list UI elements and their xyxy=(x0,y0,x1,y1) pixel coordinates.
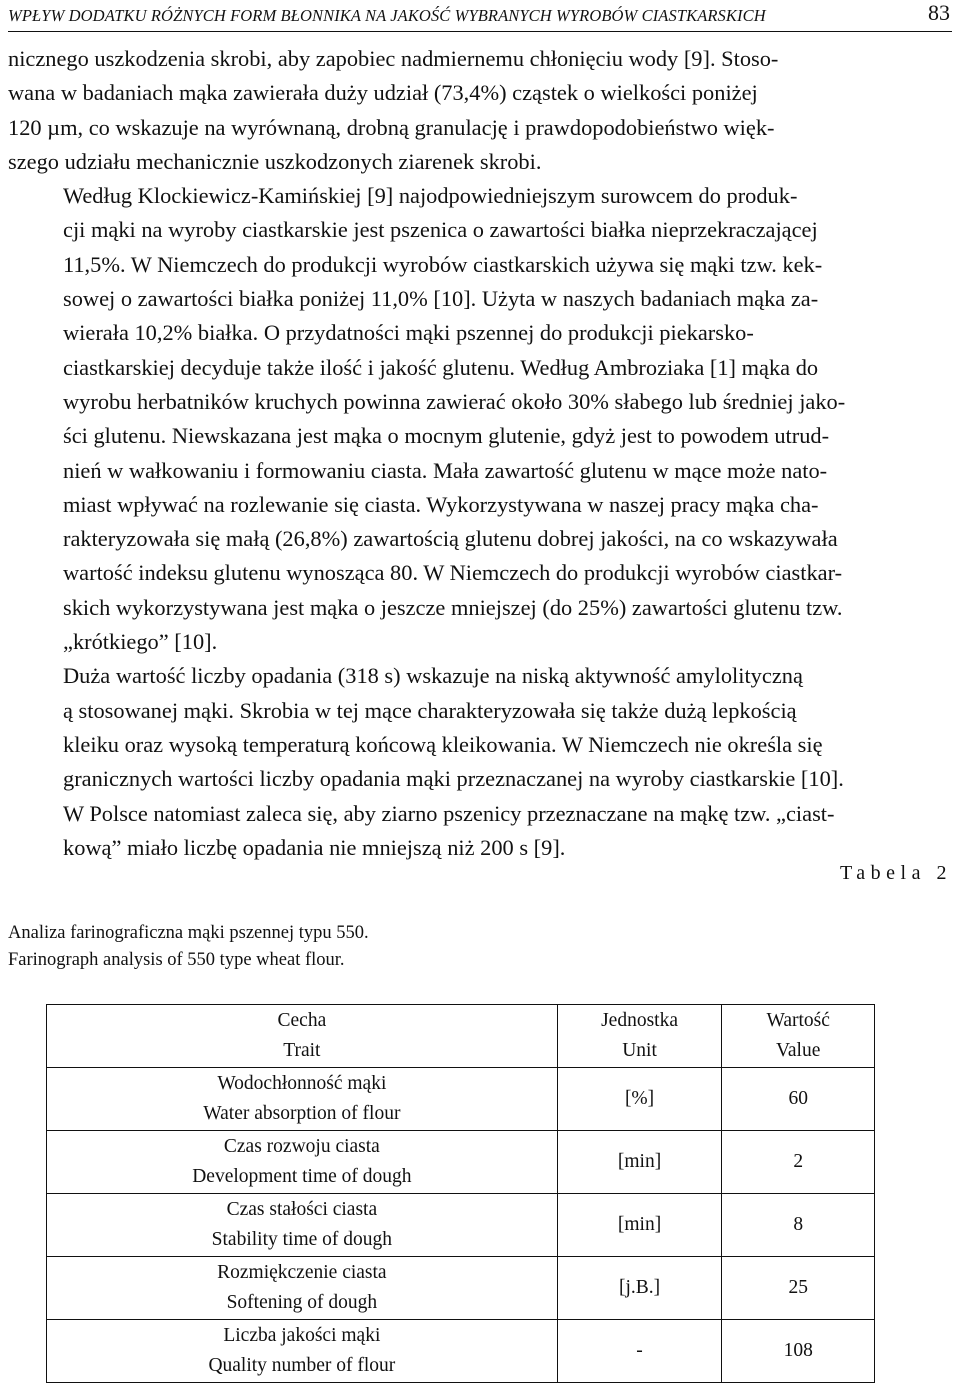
table-header-row xyxy=(47,1005,875,1068)
header-value-en: Value xyxy=(775,1040,821,1061)
text-line: nicznego uszkodzenia skrobi, aby zapobiec nadmiernemu chłonięciu wody [9]. Stoso- xyxy=(8,46,779,71)
value-cell: 60 xyxy=(722,1068,875,1131)
body-text xyxy=(8,42,952,865)
table-row xyxy=(47,1131,875,1194)
trait-cell xyxy=(47,1068,558,1131)
trait-en: Water absorption of flour xyxy=(203,1103,401,1124)
value-cell: 25 xyxy=(722,1257,875,1320)
header-value-pl: Wartość xyxy=(766,1010,830,1031)
text-line: wyrobu herbatników kruchych powinna zawierać około 30% słabego lub średniej jako- xyxy=(63,388,846,414)
unit-cell: [%] xyxy=(557,1068,722,1131)
header-rule xyxy=(8,31,952,32)
farinograph-table xyxy=(46,1004,875,1383)
text-line: 11,5%. W Niemczech do produkcji wyrobów ciastkarskich używa się mąki tzw. kek- xyxy=(63,251,823,277)
text-line: sowej o zawartości białka poniżej 11,0% [10]. Użyta w naszych badaniach mąka za- xyxy=(63,286,819,312)
trait-en: Quality number of flour xyxy=(208,1355,396,1376)
text-line: Według Klockiewicz-Kamińskiej [9] najodpowiedniejszym surowcem do produk- xyxy=(63,183,798,209)
text-line: W Polsce natomiast zaleca się, aby ziarno pszenicy przeznaczane na mąkę tzw. „ciast- xyxy=(63,800,835,826)
trait-cell xyxy=(47,1320,558,1383)
text-line: rakteryzowała się małą (26,8%) zawartością glutenu dobrej jakości, na co wskazywała xyxy=(63,526,838,552)
paragraph-gluten xyxy=(8,179,952,659)
trait-pl: Czas rozwoju ciasta xyxy=(223,1136,380,1157)
value-cell: 108 xyxy=(722,1320,875,1383)
table-label: Tabela 2 xyxy=(839,862,952,884)
text-line: wartość indeksu glutenu wynosząca 80. W Niemczech do produkcji wyrobów ciastkar- xyxy=(63,560,843,586)
paragraph-starch xyxy=(8,42,952,179)
header-trait-en: Trait xyxy=(283,1040,321,1061)
running-header xyxy=(8,0,952,32)
trait-en: Development time of dough xyxy=(192,1166,412,1187)
text-line: Duża wartość liczby opadania (318 s) wskazuje na niską aktywność amylolityczną xyxy=(63,663,803,689)
text-line: wana w badaniach mąka zawierała duży udział (73,4%) cząstek o wielkości poniżej xyxy=(8,80,758,106)
text-line: cji mąki na wyroby ciastkarskie jest pszenica o zawartości białka nieprzekraczającej xyxy=(63,217,818,243)
text-line: 120 µm, co wskazuje na wyrównaną, drobną granulację i prawdopodobieństwo więk- xyxy=(8,114,775,140)
text-line: nień w wałkowaniu i formowaniu ciasta. Mała zawartość glutenu w mące może nato- xyxy=(63,457,828,483)
unit-cell: - xyxy=(557,1320,722,1383)
table-row xyxy=(47,1194,875,1257)
header-trait xyxy=(47,1005,558,1068)
header-unit-pl: Jednostka xyxy=(601,1010,678,1031)
page-number: 83 xyxy=(928,0,950,25)
text-line: miast wpływać na rozlewanie się ciasta. Wykorzystywana w naszej pracy mąka cha- xyxy=(63,491,819,517)
unit-cell: [j.B.] xyxy=(557,1257,722,1320)
trait-en: Softening of dough xyxy=(226,1292,378,1313)
text-line: ści glutenu. Niewskazana jest mąka o mocnym glutenie, gdyż jest to powodem utrud- xyxy=(63,423,830,449)
text-line: szego udziału mechanicznie uszkodzonych ziarenek skrobi. xyxy=(8,148,542,174)
text-line: „krótkiego” [10]. xyxy=(63,629,218,655)
value-cell: 8 xyxy=(722,1194,875,1257)
trait-pl: Liczba jakości mąki xyxy=(223,1325,381,1346)
trait-pl: Czas stałości ciasta xyxy=(226,1199,378,1220)
text-line: kową” miało liczbę opadania nie mniejszą niż 200 s [9]. xyxy=(63,834,566,860)
trait-cell xyxy=(47,1194,558,1257)
header-value xyxy=(722,1005,875,1068)
table-caption xyxy=(8,920,369,974)
unit-cell: [min] xyxy=(557,1194,722,1257)
trait-pl: Wodochłonność mąki xyxy=(217,1073,387,1094)
running-title: WPŁYW DODATKU RÓŻNYCH FORM BŁONNIKA NA JAKOŚĆ WYBRANYCH WYROBÓW CIASTKARSKICH xyxy=(8,6,766,25)
text-line: skich wykorzystywana jest mąka o jeszcze mniejszej (do 25%) zawartości glutenu tzw. xyxy=(63,594,843,620)
trait-en: Stability time of dough xyxy=(211,1229,393,1250)
trait-pl: Rozmiękczenie ciasta xyxy=(217,1262,387,1283)
header-unit xyxy=(557,1005,722,1068)
text-line: wierała 10,2% białka. O przydatności mąki pszennej do produkcji piekarsko- xyxy=(63,320,754,346)
paragraph-falling-number xyxy=(8,659,952,865)
text-line: ą stosowanej mąki. Skrobia w tej mące charakteryzowała się także dużą lepkością xyxy=(63,697,797,723)
text-line: ciastkarskiej decyduje także ilość i jakość glutenu. Według Ambroziaka [1] mąka do xyxy=(63,354,819,380)
unit-cell: [min] xyxy=(557,1131,722,1194)
caption-english: Farinograph analysis of 550 type wheat flour. xyxy=(8,950,345,970)
caption-polish: Analiza farinograficzna mąki pszennej typu 550. xyxy=(8,923,369,943)
header-unit-en: Unit xyxy=(622,1040,657,1061)
text-line: kleiku oraz wysoką temperaturą końcową kleikowania. W Niemczech nie określa się xyxy=(63,731,823,757)
trait-cell xyxy=(47,1257,558,1320)
trait-cell xyxy=(47,1131,558,1194)
table-row xyxy=(47,1320,875,1383)
table-row xyxy=(47,1257,875,1320)
text-line: granicznych wartości liczby opadania mąki przeznaczanej na wyroby ciastkarskie [10]. xyxy=(63,766,844,792)
header-trait-pl: Cecha xyxy=(277,1010,327,1031)
value-cell: 2 xyxy=(722,1131,875,1194)
table-row xyxy=(47,1068,875,1131)
